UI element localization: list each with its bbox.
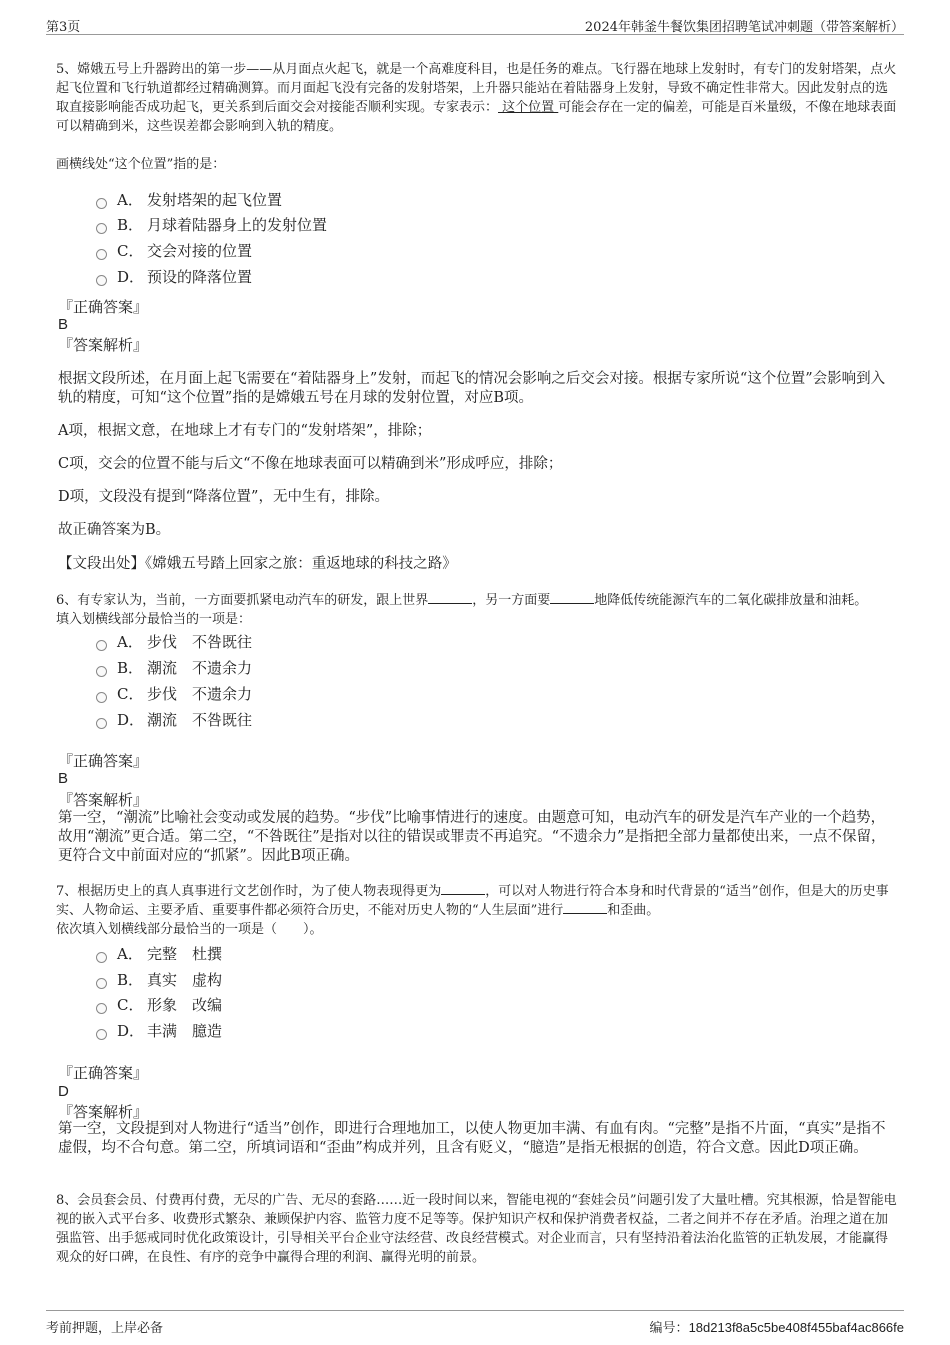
q7-analysis-label: 『答案解析』 [58, 1103, 149, 1121]
option-letter: B． [117, 216, 144, 234]
q5-analysis-para-4 [58, 488, 896, 507]
option-text: 完整 杜撰 [147, 945, 223, 963]
option-text: 步伐 不咎既往 [147, 633, 253, 651]
option-letter: A． [117, 945, 143, 963]
q6-text-1: 6、有专家认为，当前，一方面要抓紧电动汽车的研发，跟上世界 [56, 593, 429, 608]
option-letter: C． [117, 996, 144, 1014]
question-5-stem [56, 60, 898, 136]
option-letter: A． [117, 633, 143, 651]
radio-icon[interactable] [96, 718, 107, 729]
footer-code-value: 18d213f8a5c5be408f455baf4ac866fe [688, 1320, 904, 1335]
option-text: 形象 改编 [147, 996, 223, 1014]
q6-option-a[interactable] [96, 632, 252, 652]
option-letter: A． [117, 191, 143, 209]
q5-answer: B [58, 316, 69, 333]
q7-option-a[interactable] [96, 944, 222, 964]
option-letter: B． [117, 659, 144, 677]
q6-option-d[interactable] [96, 710, 252, 730]
q5-option-c[interactable] [96, 241, 252, 261]
option-text: 潮流 不咎既往 [147, 711, 253, 729]
option-letter: D． [117, 711, 145, 729]
radio-icon[interactable] [96, 1029, 107, 1040]
option-letter: C． [117, 685, 144, 703]
q8-text: 8、会员套会员、付费再付费，无尽的广告、无尽的套路……近一段时间以来，智能电视的“套娃会员”问题引发了大量吐槽。究其根源，恰是智能电视的嵌入式平台多、收费形式繁杂、兼顾保护内容、监管力度不足等等。保护知识产权和保护消费者权益，二者之间并不存在矛盾。治理之道在加强监管、出手惩戒同时优化政策设计，引导相关平台企业守法经营、改良经营模式。对企业而言，只有坚持沿着法治化监管的正轨发展，才能赢得观众的好口碑，在良性、有序的竞争中赢得合理的利润、赢得光明的前景。 [56, 1193, 897, 1265]
q5-analysis-para-1 [58, 370, 896, 408]
q7-option-d[interactable] [96, 1021, 222, 1041]
q5-underlined-phrase: 这个位置 [498, 100, 559, 115]
q5-answer-label: 『正确答案』 [58, 298, 149, 316]
q5-option-a[interactable] [96, 190, 282, 210]
page-header [46, 14, 904, 35]
blank-line [563, 901, 607, 914]
q5-analysis-para-2 [58, 422, 896, 441]
q6-answer-label: 『正确答案』 [58, 752, 149, 770]
q6-analysis-label: 『答案解析』 [58, 791, 149, 809]
q7-text-2: ，可以对人物进行符合本身和时代背景的“适当”创作，但是大的历史事实、人物命运、主要矛盾、重要事件都必须符合历史，不能对历史人物的“人生层面”进行 [56, 884, 889, 918]
radio-icon[interactable] [96, 198, 107, 209]
option-text: 发射塔架的起飞位置 [147, 191, 283, 209]
page-footer [46, 1310, 904, 1335]
q7-answer: D [58, 1083, 69, 1100]
analysis-text: A项，根据文意，在地球上才有专门的“发射塔架”，排除； [58, 423, 432, 439]
radio-icon[interactable] [96, 692, 107, 703]
q6-analysis [58, 809, 896, 866]
q7-analysis [58, 1120, 896, 1158]
q6-option-c[interactable] [96, 684, 252, 704]
q6-option-b[interactable] [96, 658, 252, 678]
radio-icon[interactable] [96, 978, 107, 989]
question-8-stem [56, 1191, 898, 1267]
option-letter: D． [117, 1022, 145, 1040]
q7-prompt: 依次填入划横线部分最恰当的一项是（ ）。 [56, 922, 323, 937]
q5-text-before: 5、嫦娥五号上升器跨出的第一步——从月面点火起飞，就是一个高难度科目，也是任务的难点。飞行器在地球上发射时，有专门的发射塔架，点火起飞位置和飞行轨道都经过精确测算。而月面起飞没有完备的发射塔架，上升器只能站在着陆器身上发射，导致不确定性非常大。因此发射点的选取直接影响能否成功起飞，更关系到后面交会对接能否顺利实现。专家表示： [56, 62, 897, 115]
analysis-text: D项，文段没有提到“降落位置”，无中生有，排除。 [58, 489, 389, 505]
option-text: 预设的降落位置 [147, 268, 253, 286]
option-text: 步伐 不遗余力 [147, 685, 253, 703]
q6-text-3: 地降低传统能源汽车的二氧化碳排放量和油耗。 [594, 593, 868, 608]
q6-prompt: 填入划横线部分最恰当的一项是： [56, 612, 252, 627]
question-7-stem [56, 882, 898, 939]
page-number: 第3页 [46, 20, 81, 35]
q5-analysis-para-3 [58, 455, 896, 474]
analysis-text: 第一空，文段提到对人物进行“适当”创作，即进行合理地加工，以使人物更加丰满、有血有肉。“完整”是指不片面，“真实”是指不虚假，均不合句意。第二空，所填词语和“歪曲”构成并列，且含有贬义，“臆造”是指无根据的创造，符合文意。因此D项正确。 [58, 1121, 886, 1156]
footer-slogan: 考前押题，上岸必备 [46, 1321, 164, 1336]
q7-text-1: 7、根据历史上的真人真事进行文艺创作时，为了使人物表现得更为 [56, 884, 442, 899]
q7-text-3: 和歪曲。 [607, 903, 660, 918]
q5-text-after: 可能会存在一定的偏差，可能是百米量级，不像在地球表面可以精确到米，这些误差都会影响到入轨的精度。 [56, 100, 897, 134]
option-text: 交会对接的位置 [147, 242, 253, 260]
blank-line [441, 882, 485, 895]
question-6-stem [56, 591, 898, 629]
option-text: 潮流 不遗余力 [147, 659, 253, 677]
q5-analysis-para-5 [58, 521, 896, 540]
q5-prompt: 画横线处“这个位置”指的是： [56, 157, 226, 172]
document-title: 2024年韩釜牛餐饮集团招聘笔试冲刺题（带答案解析） [584, 20, 904, 35]
option-text: 月球着陆器身上的发射位置 [147, 216, 328, 234]
radio-icon[interactable] [96, 1003, 107, 1014]
q6-text-2: ，另一方面要 [472, 593, 551, 608]
radio-icon[interactable] [96, 952, 107, 963]
option-text: 丰满 臆造 [147, 1022, 223, 1040]
analysis-text: 故正确答案为B。 [58, 522, 171, 538]
analysis-text: 第一空，“潮流”比喻社会变动或发展的趋势。“步伐”比喻事情进行的速度。由题意可知，电动汽车的研发是汽车产业的一个趋势，故用“潮流”更合适。第二空，“不咎既往”是指对以往的错误或罪责不再追究。“不遗余力”是指把全部力量都使出来，一点不保留，更符合文中前面对应的“抓紧”。因此B项正确。 [58, 810, 886, 864]
q7-option-b[interactable] [96, 970, 222, 990]
radio-icon[interactable] [96, 275, 107, 286]
q6-answer: B [58, 770, 69, 787]
radio-icon[interactable] [96, 640, 107, 651]
blank-line [550, 591, 594, 604]
q5-source: 【文段出处】《嫦娥五号踏上回家之旅：重返地球的科技之路》 [58, 556, 457, 572]
q5-analysis-label: 『答案解析』 [58, 336, 149, 354]
analysis-text: 根据文段所述，在月面上起飞需要在“着陆器身上”发射，而起飞的情况会影响之后交会对接。根据专家所说“这个位置”会影响到入轨的精度，可知“这个位置”指的是嫦娥五号在月球的发射位置，对应B项。 [58, 371, 886, 406]
analysis-text: C项，交会的位置不能与后文“不像在地球表面可以精确到米”形成呼应，排除； [58, 456, 563, 472]
q5-option-b[interactable] [96, 215, 327, 235]
option-letter: D． [117, 268, 145, 286]
option-letter: B． [117, 971, 144, 989]
option-text: 真实 虚构 [147, 971, 223, 989]
radio-icon[interactable] [96, 666, 107, 677]
radio-icon[interactable] [96, 249, 107, 260]
q7-option-c[interactable] [96, 995, 222, 1015]
q7-answer-label: 『正确答案』 [58, 1064, 149, 1082]
blank-line [428, 591, 472, 604]
footer-code [650, 1317, 904, 1336]
option-letter: C． [117, 242, 144, 260]
q5-option-d[interactable] [96, 267, 252, 287]
radio-icon[interactable] [96, 223, 107, 234]
footer-code-label: 编号： [649, 1321, 689, 1336]
